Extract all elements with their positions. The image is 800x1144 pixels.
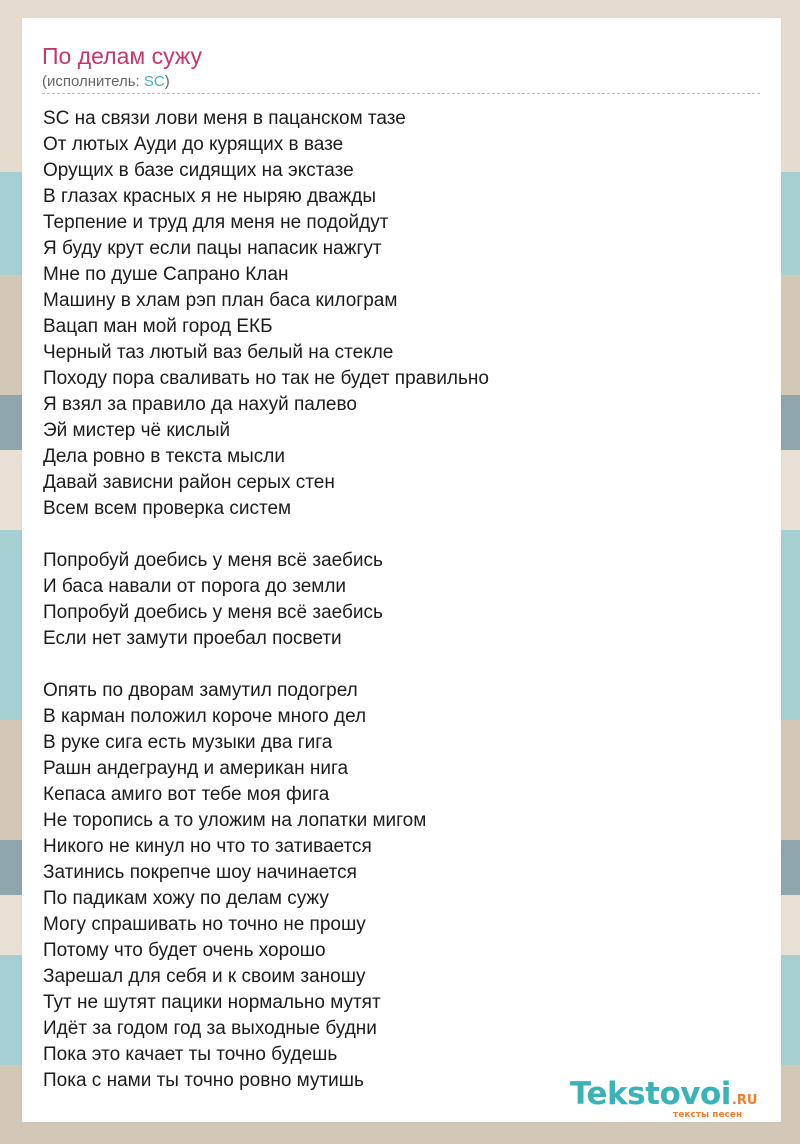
lyric-line: Мне по душе Сапрано Клан xyxy=(43,264,289,285)
lyric-line: По падикам хожу по делам сужу xyxy=(43,888,329,909)
logo-tld: .RU xyxy=(731,1093,758,1108)
lyric-line: Машину в хлам рэп план баса килограм xyxy=(43,290,398,311)
lyric-line: Кепаса амиго вот тебе моя фига xyxy=(43,784,330,805)
lyric-line: Затинись покрепче шоу начинается xyxy=(43,862,357,883)
lyric-line: Всем всем проверка систем xyxy=(43,498,292,519)
site-logo[interactable] xyxy=(570,1076,780,1120)
artist-link[interactable]: SC xyxy=(143,73,165,90)
lyric-line: Попробуй доебись у меня всё заебись xyxy=(43,602,383,623)
lyric-line: Я взял за правило да нахуй палево xyxy=(43,394,357,415)
lyric-line: Давай зависни район серых стен xyxy=(43,472,335,493)
lyric-line: SC на связи лови меня в пацанском тазе xyxy=(43,108,406,129)
lyric-line: Никого не кинул но что то зативается xyxy=(43,836,372,857)
lyric-line: И баса навали от порога до земли xyxy=(43,576,347,597)
artist-prefix: (исполнитель: xyxy=(42,73,144,90)
lyric-line: Походу пора сваливать но так не будет правильно xyxy=(43,368,489,389)
lyric-line: Могу спрашивать но точно не прошу xyxy=(43,914,366,935)
lyric-line: Черный таз лютый ваз белый на стекле xyxy=(43,342,394,363)
lyric-line: В глазах красных я не ныряю дважды xyxy=(43,186,377,207)
lyric-line: Пока с нами ты точно ровно мутишь xyxy=(43,1070,364,1091)
lyric-line: В руке сига есть музыки два гига xyxy=(43,732,333,753)
lyric-line: Если нет замути проебал посвети xyxy=(43,628,342,649)
lyric-line: Тут не шутят пацики нормально мутят xyxy=(43,992,381,1013)
lyric-line: Пока это качает ты точно будешь xyxy=(43,1044,338,1065)
logo-tagline: тексты песен xyxy=(673,1110,743,1120)
lyric-line: Идёт за годом год за выходные будни xyxy=(43,1018,377,1039)
lyric-blank-line xyxy=(43,522,489,548)
lyric-blank-line xyxy=(43,652,489,678)
artist-suffix: ) xyxy=(164,73,170,90)
lyric-line: Не торопись а то уложим на лопатки мигом xyxy=(43,810,427,831)
lyric-line: Зарешал для себя и к своим заношу xyxy=(43,966,366,987)
lyric-line: От лютых Ауди до курящих в вазе xyxy=(43,134,344,155)
lyric-line: Вацап ман мой город ЕКБ xyxy=(43,316,273,337)
lyric-line: Дела ровно в текста мысли xyxy=(43,446,286,467)
artist-line xyxy=(42,73,170,91)
lyrics-text xyxy=(43,106,489,1094)
song-title: По делам сужу xyxy=(42,43,202,69)
lyric-line: Рашн андеграунд и американ нига xyxy=(43,758,349,779)
lyric-line: Опять по дворам замутил подогрел xyxy=(43,680,358,701)
lyric-line: Попробуй доебись у меня всё заебись xyxy=(43,550,383,571)
lyric-line: Орущих в базе сидящих на экстазе xyxy=(43,160,354,181)
title-divider xyxy=(42,93,760,94)
lyric-line: Потому что будет очень хорошо xyxy=(43,940,326,961)
lyric-line: В карман положил короче много дел xyxy=(43,706,367,727)
lyrics-card xyxy=(22,18,781,1122)
lyric-line: Эй мистер чё кислый xyxy=(43,420,231,441)
logo-name: Tekstovoi xyxy=(570,1076,731,1112)
lyric-line: Я буду крут если пацы напасик нажгут xyxy=(43,238,382,259)
lyric-line: Терпение и труд для меня не подойдут xyxy=(43,212,389,233)
